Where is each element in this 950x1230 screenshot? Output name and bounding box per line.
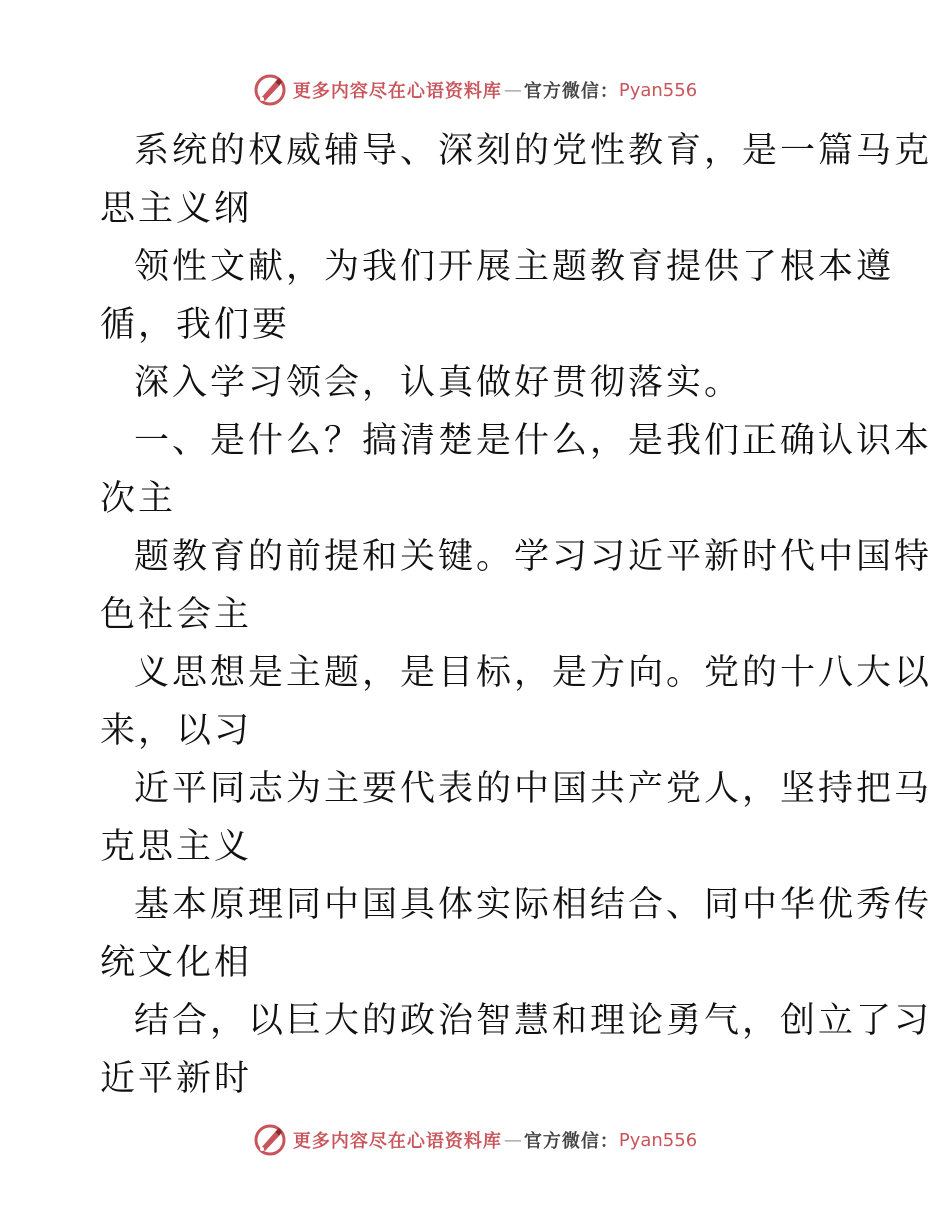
pen-logo-icon — [253, 1123, 287, 1157]
banner-primary-text: 更多内容尽在心语资料库 — [292, 81, 502, 102]
text-line: 统文化相 — [100, 943, 253, 983]
text-line: 近平同志为主要代表的中国共产党人，坚持把马 — [134, 769, 933, 809]
text-line: 结合，以巨大的政治智慧和理论勇气，创立了习 — [134, 1001, 933, 1041]
banner-official-label: 官方微信： — [523, 81, 619, 102]
pen-logo-icon — [253, 73, 287, 107]
banner-primary-text: 更多内容尽在心语资料库 — [292, 1131, 502, 1152]
text-line: 领性文献，为我们开展主题教育提供了根本遵 — [134, 247, 895, 287]
text-line: 次主 — [100, 479, 177, 519]
banner-handle: Pyan556 — [618, 79, 698, 101]
footer-banner — [0, 1120, 950, 1160]
document-body — [100, 122, 933, 1108]
header-banner — [0, 70, 950, 110]
banner-handle: Pyan556 — [618, 1129, 698, 1151]
text-line: 思主义纲 — [100, 189, 253, 229]
text-line: 义思想是主题，是目标，是方向。党的十八大以 — [134, 653, 933, 693]
banner-official-label: 官方微信： — [523, 1131, 619, 1152]
text-line: 近平新时 — [100, 1059, 253, 1099]
text-line: 色社会主 — [100, 595, 253, 635]
text-line: 基本原理同中国具体实际相结合、同中华优秀传 — [134, 885, 933, 925]
banner-dash: — — [503, 79, 522, 101]
text-line: 循，我们要 — [100, 305, 291, 345]
text-line: 克思主义 — [100, 827, 253, 867]
text-line: 一、是什么？搞清楚是什么，是我们正确认识本 — [134, 421, 933, 461]
text-line: 系统的权威辅导、深刻的党性教育，是一篇马克 — [134, 131, 933, 171]
text-line: 题教育的前提和关键。学习习近平新时代中国特 — [134, 537, 933, 577]
text-line: 来，以习 — [100, 711, 253, 751]
text-line: 深入学习领会，认真做好贯彻落实。 — [134, 363, 743, 403]
banner-dash: — — [503, 1129, 522, 1151]
